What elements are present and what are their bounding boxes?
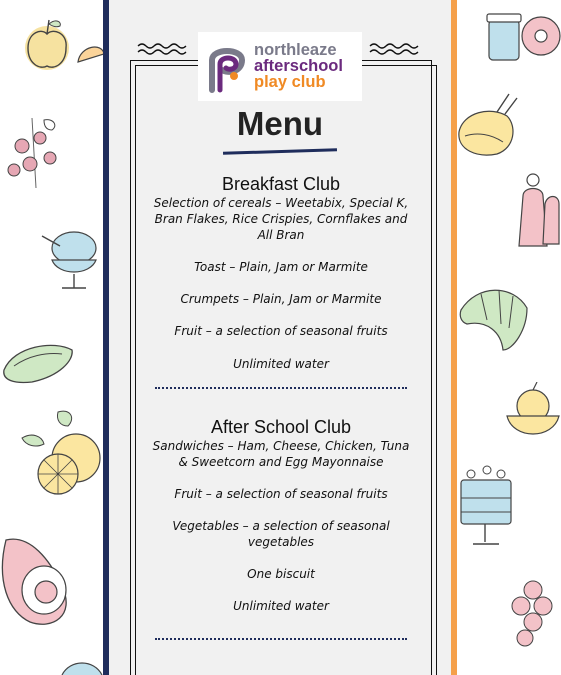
section-heading-breakfast: Breakfast Club xyxy=(221,174,341,194)
avocado-icon xyxy=(0,530,78,630)
logo-mark-icon xyxy=(206,40,248,94)
section-heading-after-school: After School Club xyxy=(210,417,352,437)
wavy-ornament-right xyxy=(368,42,426,56)
breakfast-item-water: Unlimited water xyxy=(233,357,329,371)
baguette-icon xyxy=(0,336,76,388)
page-title: Menu xyxy=(236,105,324,142)
donut-icon xyxy=(517,10,561,60)
fruit-bowl-icon xyxy=(503,382,561,446)
right-decoration-strip xyxy=(457,0,561,675)
breakfast-item-cereals: Selection of cereals – Weetabix, Special K, Bran Flakes, Rice Crispies, Cornflakes and All Bran xyxy=(153,196,409,242)
orange-border-stripe xyxy=(451,0,457,675)
ice-cream-icon xyxy=(34,226,103,292)
afterschool-item-vegetables: Vegetables – a selection of seasonal vegetables xyxy=(172,519,390,549)
breakfast-item-fruit: Fruit – a selection of seasonal fruits xyxy=(174,324,388,338)
logo-line-northleaze: northleaze xyxy=(254,41,337,59)
breakfast-item-toast: Toast – Plain, Jam or Marmite xyxy=(194,260,368,274)
lemon-icon xyxy=(18,404,103,500)
breakfast-item-crumpets: Crumpets – Plain, Jam or Marmite xyxy=(180,292,382,306)
afterschool-item-biscuit: One biscuit xyxy=(247,567,315,581)
roast-chicken-icon xyxy=(457,92,521,164)
wavy-ornament-left xyxy=(136,42,194,56)
club-logo xyxy=(198,32,362,101)
cake-icon xyxy=(457,458,521,550)
logo-line-afterschool: afterschool xyxy=(254,57,343,75)
logo-line-play-club: play club xyxy=(254,73,326,91)
afterschool-item-sandwiches: Sandwiches – Ham, Cheese, Chicken, Tuna & Sweetcorn and Egg Mayonnaise xyxy=(152,439,410,469)
left-decoration-strip xyxy=(0,0,103,675)
afterschool-item-water: Unlimited water xyxy=(233,599,329,613)
afterschool-item-fruit: Fruit – a selection of seasonal fruits xyxy=(174,487,388,501)
section-divider xyxy=(155,387,407,389)
salt-shaker-icon xyxy=(513,166,561,252)
bowl-edge-icon xyxy=(60,655,103,675)
berries-icon xyxy=(2,118,72,193)
orange-slice-icon xyxy=(76,40,103,66)
grapes-icon xyxy=(505,570,561,660)
logo-wordmark xyxy=(254,42,343,90)
section-divider-bottom xyxy=(155,638,407,640)
apple-icon xyxy=(18,14,76,74)
croissant-icon xyxy=(457,280,529,354)
